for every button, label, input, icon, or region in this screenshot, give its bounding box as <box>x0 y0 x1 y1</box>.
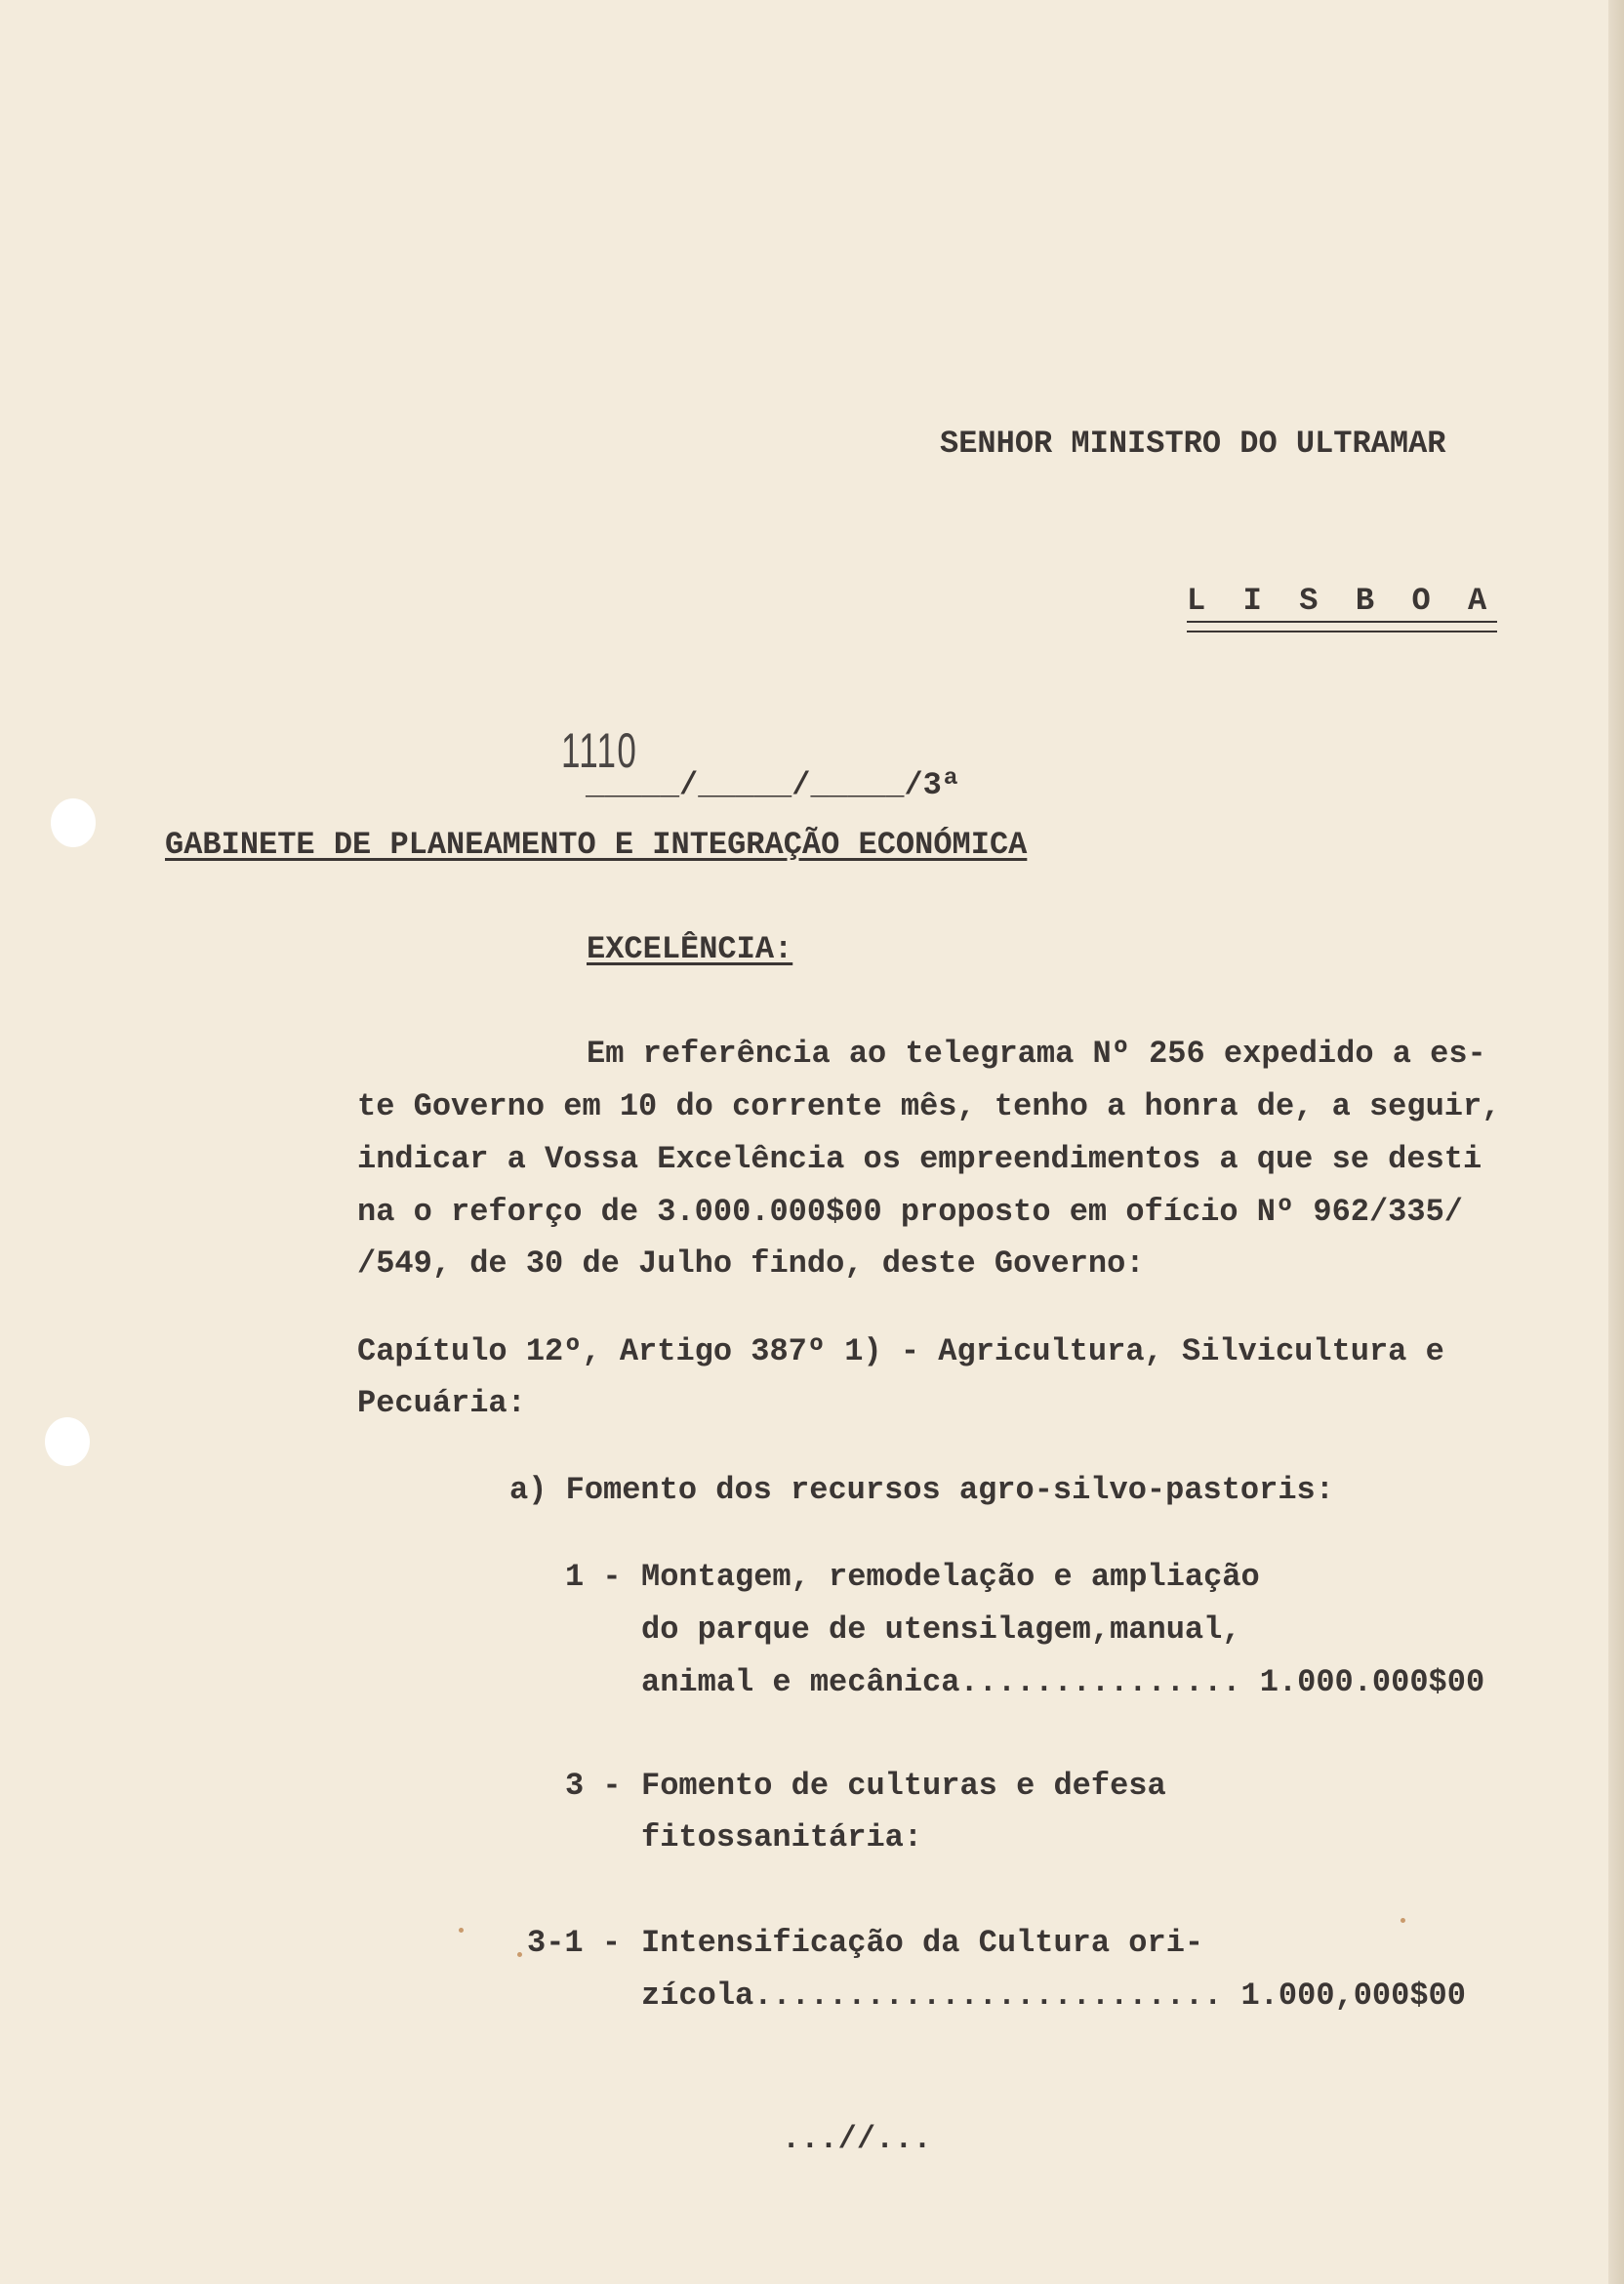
addressee-title: SENHOR MINISTRO DO ULTRAMAR <box>940 426 1446 462</box>
stain-speck <box>1401 1918 1405 1923</box>
item-number: 3 - <box>565 1768 622 1804</box>
item-number: 1 - <box>565 1559 622 1595</box>
salutation: EXCELÊNCIA: <box>587 931 793 967</box>
chapter-line: Pecuária: <box>357 1385 526 1421</box>
addressee-city: L I S B O A <box>1187 583 1487 619</box>
item-line: Montagem, remodelação e ampliação <box>641 1559 1260 1595</box>
item-line-amount: zícola......................... 1.000,000$00 <box>641 1978 1466 2014</box>
punch-hole-bottom <box>45 1417 90 1466</box>
page-edge-shadow <box>1608 0 1624 2284</box>
item-line: fitossanitária: <box>641 1819 923 1856</box>
department-heading: GABINETE DE PLANEAMENTO E INTEGRAÇÃO ECONÓMICA <box>165 827 1028 863</box>
continuation-mark: ...//... <box>782 2121 932 2157</box>
chapter-line: Capítulo 12º, Artigo 387º 1) - Agricultura, Silvicultura e <box>357 1333 1444 1369</box>
reference-fields: _____/_____/_____/3ª <box>586 767 961 803</box>
body-line: indicar a Vossa Excelência os empreendimentos a que se desti <box>357 1141 1482 1177</box>
city-double-underline <box>1187 621 1497 632</box>
body-line: te Governo em 10 do corrente mês, tenho a honra de, a seguir, <box>357 1088 1501 1124</box>
item-line: Fomento de culturas e defesa <box>641 1768 1166 1804</box>
item-line-amount: animal e mecânica............... 1.000.000$00 <box>641 1664 1485 1700</box>
stain-speck <box>517 1952 522 1957</box>
stain-speck <box>459 1928 464 1933</box>
body-line: Em referência ao telegrama Nº 256 expedido a es- <box>587 1036 1486 1072</box>
body-line: na o reforço de 3.000.000$00 proposto em ofício Nº 962/335/ <box>357 1194 1463 1230</box>
item-line: Intensificação da Cultura ori- <box>641 1925 1204 1961</box>
reference-number: 1110 <box>561 723 638 778</box>
item-line: do parque de utensilagem,manual, <box>641 1611 1241 1648</box>
section-a-heading: a) Fomento dos recursos agro-silvo-pastoris: <box>509 1472 1334 1508</box>
item-number: 3-1 - <box>527 1925 622 1961</box>
punch-hole-top <box>51 798 96 847</box>
body-line: /549, de 30 de Julho findo, deste Governo: <box>357 1245 1145 1282</box>
